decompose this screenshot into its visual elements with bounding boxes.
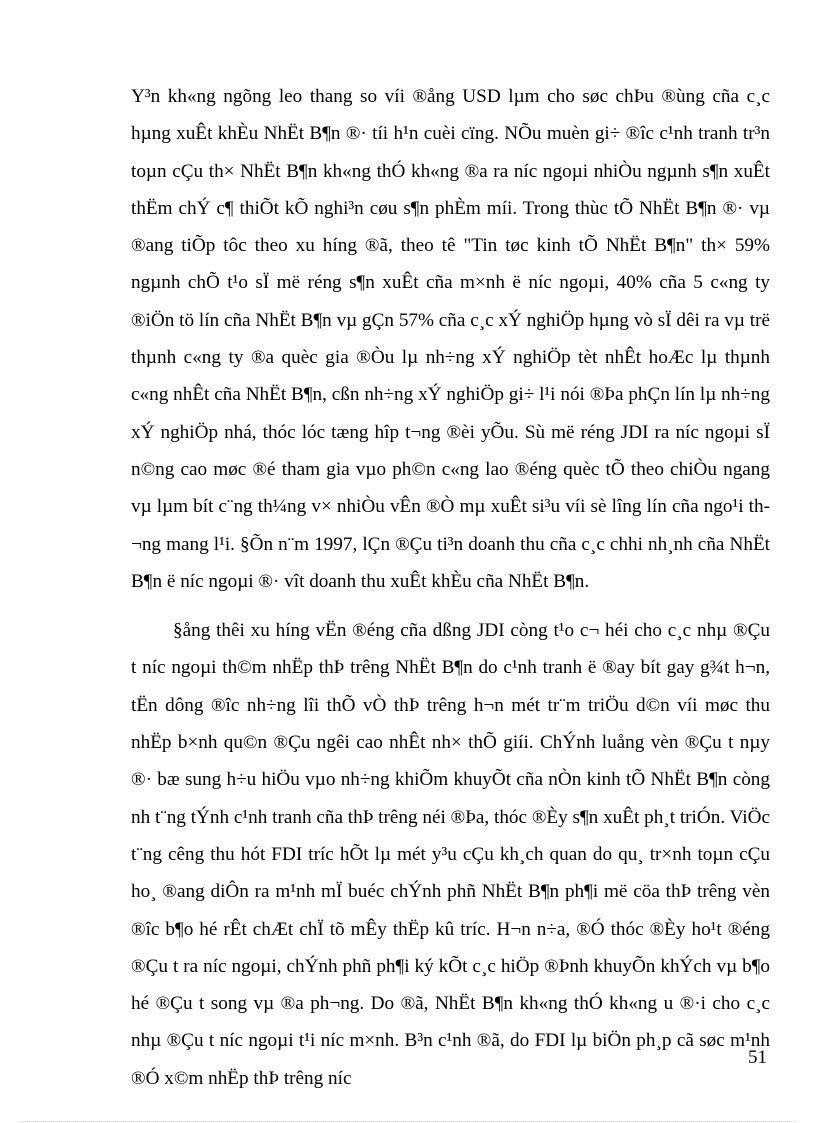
paragraph: Y³n kh«ng ngõng leo thang so víi ®ång USD lµm cho søc chÞu ®ùng cña c¸c hµng xuÊt khÈu NhËt B¶n ®· tíi h¹n cuèi cïng. NÕu muèn gi÷ ®îc c¹nh tranh tr³n toµn cÇu th× NhËt B¶n kh«ng thÓ kh«ng ®a ra níc ngoµi nhiÒu ngµnh s¶n xuÊt thËm chÝ c¶ thiÕt kÕ nghi³n cøu s¶n phÈm míi. Trong thùc tÕ NhËt B¶n ®· vµ ®ang tiÕp tôc theo xu híng ®ã, theo tê "Tin tøc kinh tÕ NhËt B¶n" th× 59% ngµnh chÕ t¹o sÏ më réng s¶n xuÊt cña m×nh ë níc ngoµi, 40% cña 5 c«ng ty ®iÖn tö lín cña NhËt B¶n vµ gÇn 57% cña c¸c xÝ nghiÖp hµng vò sÏ dêi ra vµ trë thµnh c«ng ty ®a quèc gia ®Òu lµ nh÷ng xÝ nghiÖp tèt nhÊt hoÆc lµ thµnh c«ng nhÊt cña NhËt B¶n, cßn nh÷ng xÝ nghiÖp gi÷ l¹i nói ®Þa phÇn lín lµ nh÷ng xÝ nghiÖp nhá, thóc lóc tæng hîp t¬ng ®èi yÕu. Sù më réng JDI ra níc ngoµi sÏ n©ng cao møc ®é tham gia vµo ph©n c«ng lao ®éng quèc tÕ theo chiÒu ngang vµ lµm bít c¨ng th¼ng v× nhiÒu vÊn ®Ò mµ xuÊt si³u víi sè lîng lín cña ngo¹i th¬ng mang l¹i. §Õn n¨m 1997, lÇn ®Çu ti³n doanh thu cña c¸c chhi nh¸nh cña NhËt B¶n ë níc ngoµi ®· vît doanh thu xuÊt khÈu cña NhËt B¶n. bbox=[131, 86, 770, 592]
paragraph: §ång thêi xu híng vËn ®éng cña dßng JDI còng t¹o c¬ héi cho c¸c nhµ ®Çu t níc ngoµi th©m nhËp thÞ trêng NhËt B¶n do c¹nh tranh ë ®ay bít gay g¾t h¬n, tËn dông ®îc nh÷ng lîi thÕ vÒ thÞ trêng h¬n mét tr¨m triÖu d©n víi møc thu nhËp b×nh qu©n ®Çu ngêi cao nhÊt nh× thÕ giíi. ChÝnh luång vèn ®Çu t nµy ®· bæ sung h÷u hiÖu vµo nh÷ng khiÕm khuyÕt cña nÒn kinh tÕ NhËt B¶n còng nh t¨ng tÝnh c¹nh tranh cña thÞ trêng néi ®Þa, thóc ®Èy s¶n xuÊt ph¸t triÓn. ViÖc t¨ng cêng thu hót FDI tríc hÕt lµ mét y³u cÇu kh¸ch quan do qu¸ tr×nh toµn cÇu ho¸ ®ang diÔn ra m¹nh mÏ buéc chÝnh phñ NhËt B¶n ph¶i më cöa thÞ trêng vèn ®îc b¶o hé rÊt chÆt chÏ tõ mÊy thËp kû tríc. H¬n n÷a, ®Ó thóc ®Èy ho¹t ®éng ®Çu t ra níc ngoµi, chÝnh phñ ph¶i ký kÕt c¸c hiÖp ®Þnh khuyÕn khÝch vµ b¶o hé ®Çu t song vµ ®a ph¬ng. Do ®ã, NhËt B¶n kh«ng thÓ kh«ng u ®·i cho c¸c nhµ ®Çu t níc ngoµi t¹i níc m×nh. B³n c¹nh ®ã, do FDI lµ biÖn ph¸p cã søc m¹nh ®Ó x©m nhËp thÞ trêng níc bbox=[131, 620, 770, 1089]
body-text bbox=[131, 78, 770, 1097]
page-number: 51 bbox=[748, 1047, 767, 1068]
page-bottom-divider bbox=[20, 1121, 796, 1122]
